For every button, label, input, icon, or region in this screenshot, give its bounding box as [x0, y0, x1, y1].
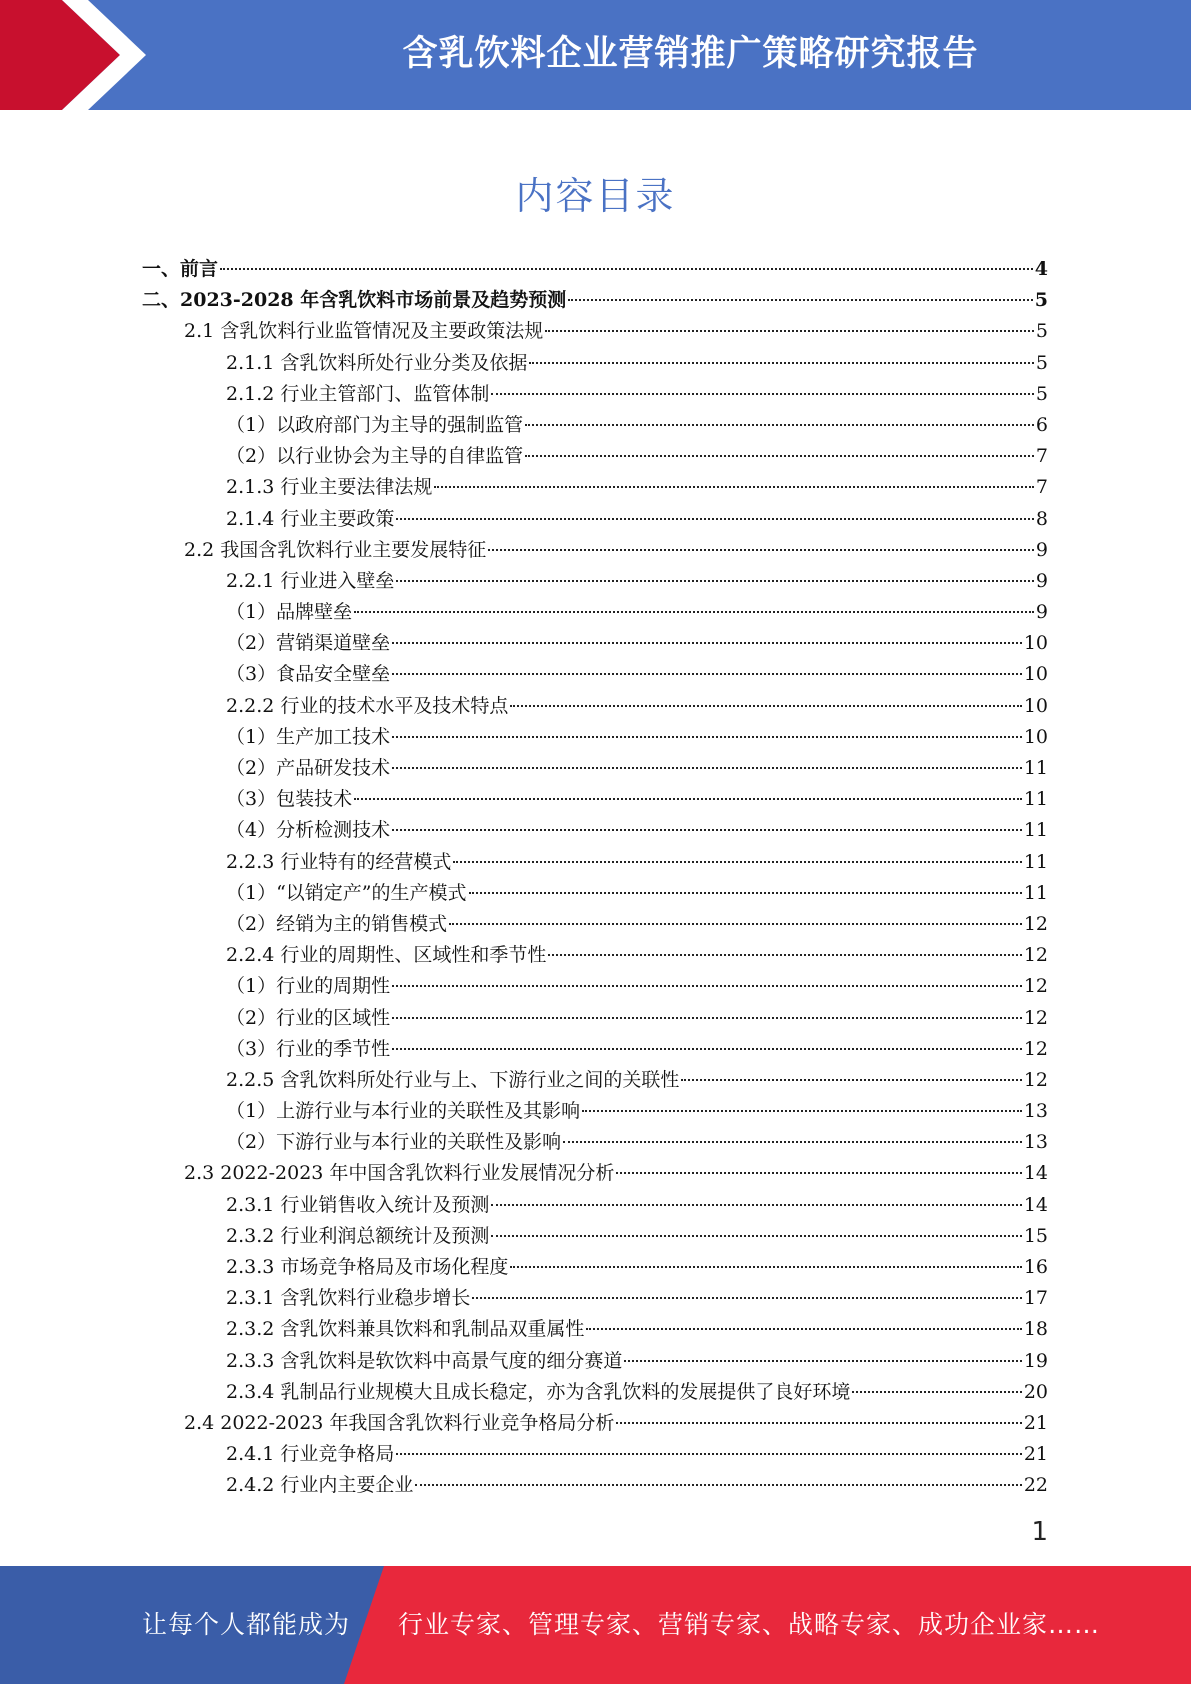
toc-entry-label: （3）包装技术: [226, 788, 353, 811]
toc-entry[interactable]: [142, 504, 1048, 535]
toc-entry-page: 17: [1023, 1287, 1048, 1310]
toc-leader-dots: [616, 1422, 1021, 1424]
toc-entry[interactable]: [142, 1190, 1048, 1221]
toc-entry-page: 10: [1023, 725, 1048, 748]
table-of-contents: [142, 254, 1048, 1502]
toc-entry[interactable]: [142, 847, 1048, 878]
toc-entry[interactable]: [142, 1377, 1048, 1408]
toc-leader-dots: [491, 393, 1034, 395]
toc-leader-dots: [449, 923, 1022, 925]
toc-entry[interactable]: [142, 971, 1048, 1002]
toc-entry-page: 13: [1023, 1100, 1048, 1123]
toc-leader-dots: [392, 829, 1022, 831]
toc-entry-page: 12: [1023, 1006, 1048, 1029]
toc-leader-dots: [568, 299, 1033, 301]
toc-entry-label: 2.4 2022-2023 年我国含乳饮料行业竞争格局分析: [184, 1411, 615, 1434]
toc-entry-label: （2）下游行业与本行业的关联性及影响: [226, 1131, 562, 1154]
toc-entry-label: （1）以政府部门为主导的强制监管: [226, 413, 524, 436]
toc-entry-page: 11: [1023, 788, 1048, 811]
footer-banner: [0, 1566, 1191, 1684]
toc-entry-label: 2.2.3 行业特有的经营模式: [226, 850, 452, 873]
toc-entry[interactable]: [142, 316, 1048, 347]
report-header: [0, 0, 1191, 110]
toc-entry[interactable]: [142, 1283, 1048, 1314]
toc-entry-label: 2.3.4 乳制品行业规模大且成长稳定，亦为含乳饮料的发展提供了良好环境: [226, 1380, 851, 1403]
toc-entry-label: （1）行业的周期性: [226, 975, 391, 998]
toc-entry-label: （2）营销渠道壁垒: [226, 632, 391, 655]
toc-entry-page: 13: [1023, 1131, 1048, 1154]
toc-entry[interactable]: [142, 535, 1048, 566]
toc-leader-dots: [396, 518, 1034, 520]
toc-entry[interactable]: [142, 722, 1048, 753]
toc-entry[interactable]: [142, 815, 1048, 846]
toc-entry-page: 5: [1035, 382, 1048, 405]
toc-leader-dots: [525, 455, 1034, 457]
toc-leader-dots: [453, 861, 1021, 863]
toc-entry-page: 12: [1023, 912, 1048, 935]
toc-leader-dots: [392, 767, 1022, 769]
toc-entry-page: 6: [1035, 413, 1048, 436]
toc-leader-dots: [392, 673, 1022, 675]
toc-entry-page: 5: [1035, 320, 1048, 343]
toc-entry-label: 2.4.1 行业竞争格局: [226, 1443, 395, 1466]
toc-entry-label: （3）食品安全壁垒: [226, 663, 391, 686]
footer-slogan-right: 行业专家、管理专家、营销专家、战略专家、成功企业家……: [398, 1610, 1101, 1639]
toc-entry-page: 21: [1023, 1443, 1048, 1466]
toc-entry-page: 21: [1023, 1411, 1048, 1434]
toc-entry[interactable]: [142, 1065, 1048, 1096]
footer-slogan-left: 让每个人都能成为: [142, 1610, 351, 1639]
toc-entry-label: （4）分析检测技术: [226, 819, 391, 842]
toc-entry[interactable]: [142, 1439, 1048, 1470]
toc-entry[interactable]: [142, 628, 1048, 659]
toc-entry[interactable]: [142, 1158, 1048, 1189]
toc-entry-page: 10: [1023, 694, 1048, 717]
toc-entry-label: （1）上游行业与本行业的关联性及其影响: [226, 1100, 581, 1123]
toc-leader-dots: [491, 1204, 1021, 1206]
toc-entry-page: 12: [1023, 944, 1048, 967]
toc-entry-label: 2.1.4 行业主要政策: [226, 507, 395, 530]
toc-leader-dots: [396, 1453, 1021, 1455]
toc-entry[interactable]: [142, 566, 1048, 597]
toc-entry-page: 8: [1035, 507, 1048, 530]
toc-leader-dots: [415, 1484, 1021, 1486]
toc-entry-page: 11: [1023, 819, 1048, 842]
toc-entry-label: （3）行业的季节性: [226, 1037, 391, 1060]
toc-entry[interactable]: [142, 597, 1048, 628]
toc-leader-dots: [392, 1017, 1022, 1019]
toc-entry-page: 10: [1023, 632, 1048, 655]
toc-entry[interactable]: [142, 410, 1048, 441]
toc-leader-dots: [354, 798, 1022, 800]
toc-entry-page: 5: [1035, 351, 1048, 374]
toc-entry-label: （2）经销为主的销售模式: [226, 912, 448, 935]
toc-entry-page: 10: [1023, 663, 1048, 686]
toc-leader-dots: [624, 1360, 1021, 1362]
toc-leader-dots: [392, 985, 1022, 987]
toc-entry-label: 2.2 我国含乳饮料行业主要发展特征: [184, 538, 487, 561]
toc-leader-dots: [525, 424, 1034, 426]
toc-entry-label: （1）“以销定产”的生产模式: [226, 881, 467, 904]
toc-entry-page: 14: [1023, 1193, 1048, 1216]
toc-entry[interactable]: [142, 1034, 1048, 1065]
toc-entry[interactable]: [142, 472, 1048, 503]
toc-entry[interactable]: [142, 784, 1048, 815]
toc-entry-label: 2.2.1 行业进入壁垒: [226, 569, 395, 592]
toc-entry-page: 16: [1023, 1256, 1048, 1278]
toc-leader-dots: [586, 1328, 1021, 1330]
toc-leader-dots: [354, 611, 1034, 613]
toc-entry[interactable]: [142, 1127, 1048, 1158]
toc-entry[interactable]: [142, 1096, 1048, 1127]
toc-entry-label: （2）以行业协会为主导的自律监管: [226, 445, 524, 468]
toc-entry[interactable]: [142, 285, 1048, 316]
toc-leader-dots: [472, 1297, 1021, 1299]
toc-leader-dots: [548, 954, 1021, 956]
toc-entry-label: 2.4.2 行业内主要企业: [226, 1474, 414, 1497]
toc-entry[interactable]: [142, 379, 1048, 410]
toc-entry-label: 2.2.5 含乳饮料所处行业与上、下游行业之间的关联性: [226, 1068, 680, 1091]
toc-entry[interactable]: [142, 1221, 1048, 1252]
toc-leader-dots: [396, 580, 1034, 582]
toc-entry[interactable]: [142, 348, 1048, 379]
toc-entry-page: 11: [1023, 881, 1048, 904]
toc-entry-page: 12: [1023, 1037, 1048, 1060]
toc-entry[interactable]: [142, 940, 1048, 971]
toc-leader-dots: [392, 642, 1022, 644]
toc-leader-dots: [681, 1079, 1021, 1081]
toc-leader-dots: [616, 1172, 1021, 1174]
toc-leader-dots: [563, 1141, 1022, 1143]
toc-entry-page: 14: [1023, 1162, 1048, 1185]
toc-entry-label: 2.2.4 行业的周期性、区域性和季节性: [226, 944, 547, 967]
toc-entry-page: 9: [1035, 601, 1048, 624]
toc-entry-page: 12: [1023, 1068, 1048, 1091]
toc-entry-label: 2.1.3 行业主要法律法规: [226, 476, 433, 499]
toc-entry-page: 20: [1023, 1380, 1048, 1403]
toc-entry-page: 22: [1023, 1474, 1048, 1497]
toc-entry-page: 18: [1023, 1318, 1048, 1341]
toc-entry-label: 2.1.2 行业主管部门、监管体制: [226, 382, 490, 405]
toc-entry[interactable]: [142, 659, 1048, 690]
toc-entry[interactable]: [142, 1003, 1048, 1034]
toc-leader-dots: [488, 549, 1034, 551]
toc-entry-label: 2.2.2 行业的技术水平及技术特点: [226, 694, 509, 717]
toc-entry-label: 2.1.1 含乳饮料所处行业分类及依据: [226, 351, 528, 374]
toc-entry-label: 2.3.3 含乳饮料是软饮料中高景气度的细分赛道: [226, 1349, 623, 1372]
toc-entry-label: 2.3.2 含乳饮料兼具饮料和乳制品双重属性: [226, 1318, 585, 1341]
toc-entry-page: 7: [1035, 445, 1048, 468]
toc-entry-label: 二、2023-2028 年含乳饮料市场前景及趋势预测: [142, 289, 567, 312]
toc-entry[interactable]: [142, 878, 1048, 909]
toc-leader-dots: [529, 362, 1034, 364]
toc-entry-label: （2）产品研发技术: [226, 757, 391, 779]
toc-leader-dots: [852, 1391, 1021, 1393]
toc-entry-page: 5: [1034, 289, 1048, 312]
report-title: 含乳饮料企业营销推广策略研究报告: [402, 34, 979, 74]
toc-entry[interactable]: [142, 1346, 1048, 1377]
toc-title: 内容目录: [515, 174, 676, 218]
toc-entry-label: 2.3.2 行业利润总额统计及预测: [226, 1224, 490, 1247]
toc-entry-label: 2.1 含乳饮料行业监管情况及主要政策法规: [184, 320, 544, 343]
toc-leader-dots: [510, 1266, 1021, 1268]
toc-leader-dots: [545, 330, 1034, 332]
toc-entry-label: 2.3 2022-2023 年中国含乳饮料行业发展情况分析: [184, 1162, 615, 1185]
toc-entry[interactable]: [142, 691, 1048, 722]
toc-leader-dots: [469, 892, 1022, 894]
toc-entry-label: （2）行业的区域性: [226, 1006, 391, 1029]
toc-entry-page: 9: [1035, 569, 1048, 592]
toc-leader-dots: [491, 1235, 1021, 1237]
toc-entry-page: 7: [1035, 476, 1048, 499]
toc-leader-dots: [392, 1048, 1022, 1050]
toc-entry-label: （1）品牌壁垒: [226, 601, 353, 624]
toc-entry[interactable]: [142, 1408, 1048, 1439]
toc-entry-page: 11: [1023, 757, 1048, 779]
toc-entry[interactable]: [142, 441, 1048, 472]
toc-entry-label: 一、前言: [142, 258, 219, 280]
toc-entry[interactable]: [142, 1314, 1048, 1345]
toc-entry-label: 2.3.1 含乳饮料行业稳步增长: [226, 1287, 471, 1310]
toc-entry-label: 2.3.3 市场竞争格局及市场化程度: [226, 1256, 509, 1278]
toc-entry[interactable]: [142, 909, 1048, 940]
toc-entry-label: （1）生产加工技术: [226, 725, 391, 748]
toc-entry-page: 4: [1034, 258, 1048, 280]
toc-leader-dots: [434, 486, 1034, 488]
toc-entry[interactable]: [142, 753, 1048, 784]
toc-leader-dots: [220, 268, 1033, 270]
toc-entry-page: 19: [1023, 1349, 1048, 1372]
toc-entry[interactable]: [142, 254, 1048, 285]
page-number: 1: [1031, 1517, 1048, 1547]
toc-entry[interactable]: [142, 1252, 1048, 1283]
toc-leader-dots: [510, 705, 1021, 707]
toc-entry-page: 12: [1023, 975, 1048, 998]
toc-entry-label: 2.3.1 行业销售收入统计及预测: [226, 1193, 490, 1216]
toc-entry-page: 11: [1023, 850, 1048, 873]
toc-leader-dots: [392, 736, 1022, 738]
toc-entry-page: 9: [1035, 538, 1048, 561]
toc-entry-page: 15: [1023, 1224, 1048, 1247]
toc-entry[interactable]: [142, 1470, 1048, 1501]
toc-leader-dots: [582, 1110, 1022, 1112]
